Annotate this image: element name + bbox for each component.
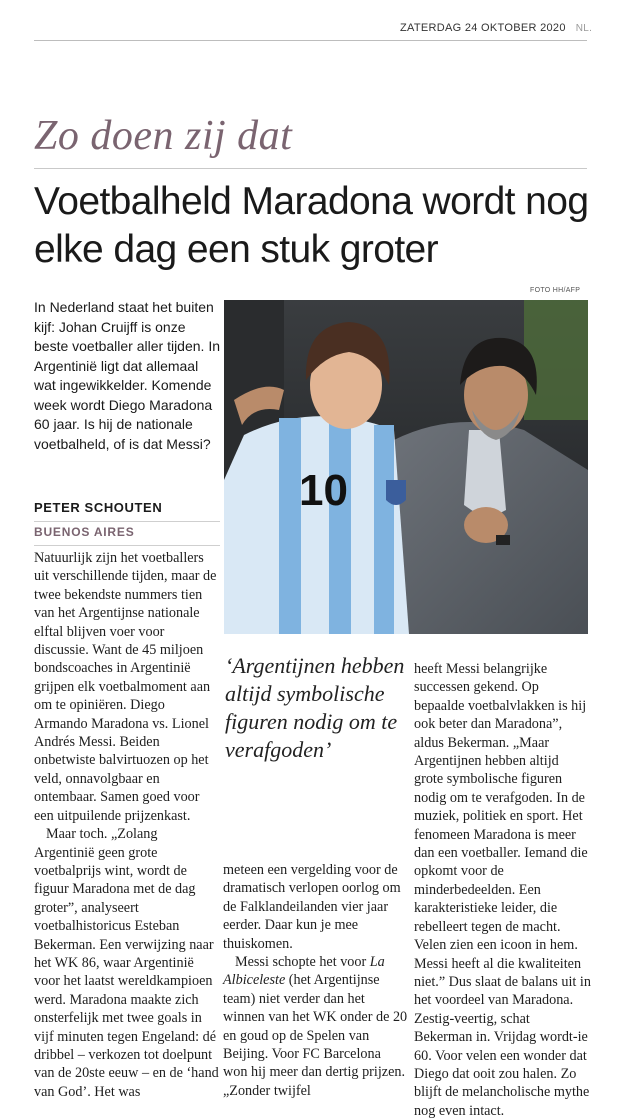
paragraph: Natuurlijk zijn het voetballers uit verschillende tijden, maar de twee bekendste nummers tien van het Argentijnse nationale elftal blijven voer voor discussie. Want de 45 miljoen bondscoaches in Argentinië grijpen elk voetbalmoment aan om te opiniëren. Diego Armando Maradona vs. Lionel Andrés Messi. Beiden onbetwiste balvirtuozen op het veld, onnavolgbaar en ontembaar. Samen goed voor een uitpuilende prijzenkast. bbox=[34, 550, 217, 824]
body-column-1 bbox=[34, 549, 220, 1101]
team-name-italic: La Albiceleste bbox=[223, 954, 385, 989]
article-photo bbox=[224, 300, 588, 634]
edition-text: NL. bbox=[575, 23, 593, 34]
pull-quote: ‘Argentijnen hebben altijd symbolische figuren nodig om te verafgoden’ bbox=[225, 653, 405, 762]
shirt-number: 10 bbox=[299, 466, 348, 515]
body-column-3 bbox=[414, 660, 591, 1120]
top-rule bbox=[34, 40, 587, 41]
byline-author: PETER SCHOUTEN bbox=[34, 500, 220, 522]
intro-lede: In Nederland staat het buiten kijf: Johan Cruijff is onze beste voetballer aller tijden. In Argentinië ligt dat allemaal wat ingewikkelder. Komende week wordt Diego Maradona 60 jaar. Is hij de nationale voetbalheld, of is dat Messi? bbox=[34, 299, 220, 452]
text-run: Messi schopte het voor bbox=[235, 954, 370, 971]
photo-credit: FOTO HH/AFP bbox=[530, 287, 581, 294]
headline: Voetbalheld Maradona wordt nog elke dag een stuk groter bbox=[34, 180, 589, 271]
kicker-rule bbox=[34, 168, 587, 169]
date-text: ZATERDAG 24 OKTOBER 2020 bbox=[400, 22, 566, 34]
body-column-2 bbox=[223, 861, 408, 1100]
text-run: (het Argentijnse team) niet verder dan het winnen van het WK onder de 20 en goud op de Spelen van Beijing. Voor FC Barcelona won hij meer dan dertig prijzen. „Zonder twijfel bbox=[223, 972, 408, 1099]
paragraph: Maar toch. „Zolang Argentinië geen grote voetbalprijs wint, wordt de figuur Maradona met de dag groter”, analyseert voetbalhistoricus Esteban Bekerman. Een verwijzing naar het WK 86, waar Argentinië voor het laatst wereldkampioen werd. Maradona maakte zich onsterfelijk met twee goals in vijf minuten tegen Engeland: dé dribbel – verkozen tot doelpunt van de 20ste eeuw – en de ‘hand van God’. Het was bbox=[34, 826, 219, 1100]
paragraph: meteen een vergelding voor de dramatisch verlopen oorlog om de Falklandeilanden vier jaar eerder. Daar kun je mee thuiskomen. bbox=[223, 862, 401, 952]
photo-illustration bbox=[224, 300, 588, 634]
paragraph: heeft Messi belangrijke successen gekend. Op bepaalde voetbalvlakken is hij ook beter dan Maradona”, aldus Bekerman. „Maar Argentijnen hebben altijd grote symbolische figuren nodig om te verafgoden. In de muziek, politiek en sport. Het fenomeen Maradona is meer dan een voetballer. Iemand die opkomt voor de minderbedeelden. Een karakteristieke leider, die rebelleert tegen de macht. Velen zien een icoon in hem. Messi heeft al die kwaliteiten niet.” Dus slaat de balans uit in het voordeel van Maradona. Zestig-veertig, schat Bekerman in. Vrijdag wordt-ie 60. Voor velen een wonder dat Diego dat ooit zou halen. Zo blijft de melancholische mythe nog even intact. bbox=[414, 661, 591, 1119]
paragraph bbox=[223, 953, 408, 1100]
byline-place: BUENOS AIRES bbox=[34, 525, 220, 546]
section-kicker: Zo doen zij dat bbox=[34, 113, 293, 159]
dateline bbox=[400, 22, 615, 34]
